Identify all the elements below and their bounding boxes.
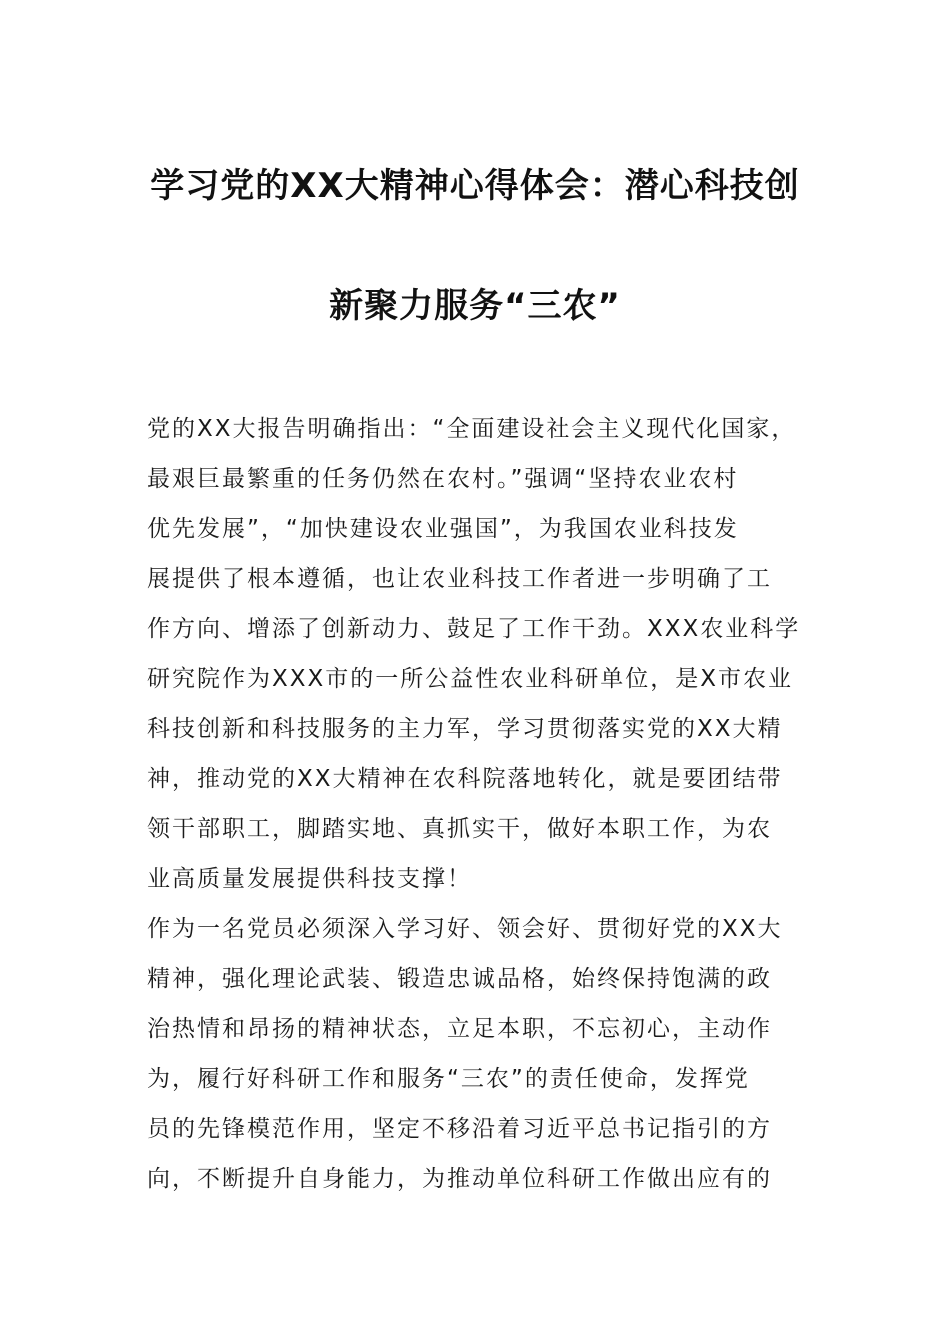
body-line: 领干部职工，脚踏实地、真抓实干，做好本职工作，为农 xyxy=(147,816,772,842)
body-line: 展提供了根本遵循，也让农业科技工作者进一步明确了工 xyxy=(147,566,772,592)
body-line: 作为一名党员必须深入学习好、领会好、贯彻好党的XX大 xyxy=(147,916,783,942)
body-line: 治热情和昂扬的精神状态，立足本职，不忘初心，主动作 xyxy=(147,1016,772,1042)
body-line: 党的XX大报告明确指出：“全面建设社会主义现代化国家， xyxy=(147,416,797,442)
body-line: 神，推动党的XX大精神在农科院落地转化，就是要团结带 xyxy=(147,766,783,792)
body-line: 优先发展”，“加快建设农业强国”，为我国农业科技发 xyxy=(147,516,739,542)
body-line: 向，不断提升自身能力，为推动单位科研工作做出应有的 xyxy=(147,1166,772,1192)
body-line: 作方向、增添了创新动力、鼓足了工作干劲。XXX农业科学 xyxy=(147,616,801,642)
body-line: 科技创新和科技服务的主力军，学习贯彻落实党的XX大精 xyxy=(147,716,783,742)
document-title-line-2: 新聚力服务“三农” xyxy=(329,286,621,326)
body-line: 为，履行好科研工作和服务“三农”的责任使命，发挥党 xyxy=(147,1066,750,1092)
body-line: 业高质量发展提供科技支撑！ xyxy=(147,866,472,892)
body-line: 员的先锋模范作用，坚定不移沿着习近平总书记指引的方 xyxy=(147,1116,772,1142)
body-line: 研究院作为XXX市的一所公益性农业科研单位，是X市农业 xyxy=(147,666,794,692)
body-line: 最艰巨最繁重的任务仍然在农村。”强调“坚持农业农村 xyxy=(147,466,739,492)
body-line: 精神，强化理论武装、锻造忠诚品格，始终保持饱满的政 xyxy=(147,966,772,992)
document-title-line-1: 学习党的XX大精神心得体会：潜心科技创 xyxy=(150,166,800,206)
